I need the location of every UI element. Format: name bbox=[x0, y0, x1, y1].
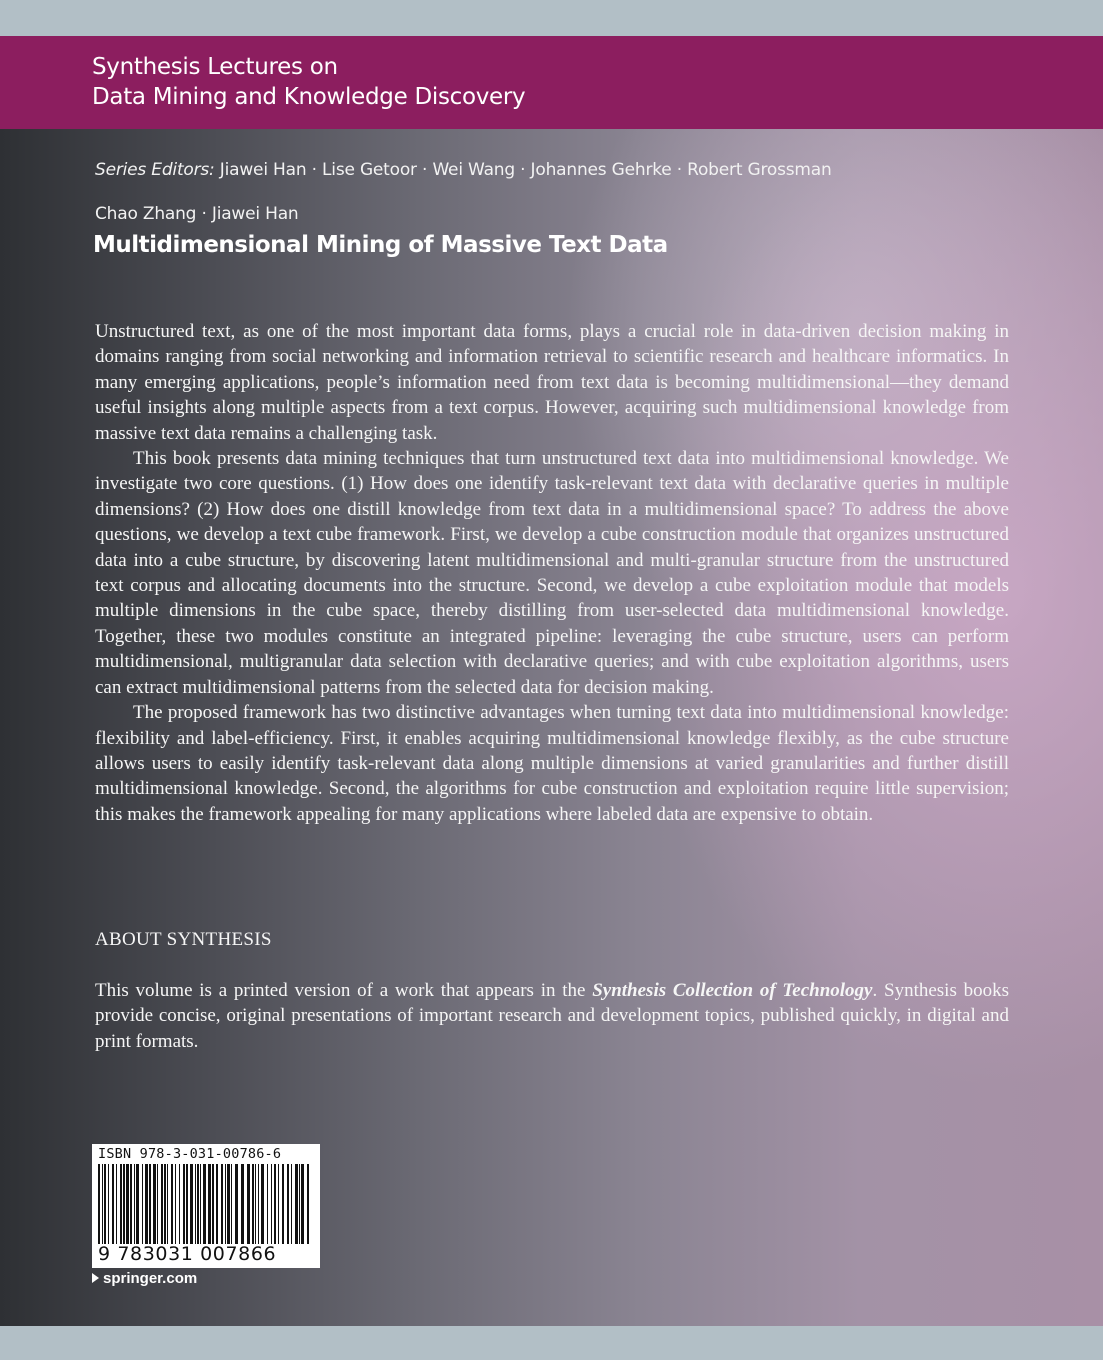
barcode-bar bbox=[231, 1164, 232, 1244]
barcode-bar bbox=[287, 1164, 289, 1244]
series-title-line1: Synthesis Lectures on bbox=[92, 54, 338, 80]
barcode-bar bbox=[225, 1164, 226, 1244]
barcode-bar bbox=[301, 1164, 304, 1244]
barcode-bar bbox=[116, 1164, 117, 1244]
barcode-bar bbox=[221, 1164, 223, 1244]
barcode-bars bbox=[98, 1164, 314, 1244]
barcode-bar bbox=[247, 1164, 250, 1244]
abstract-paragraph-2: This book presents data mining techniques that turn unstructured text data into multidimensional knowledge. We investigate two core questions. (1) How does one identify task-relevant text data with declarative queries in multiple dimensions? (2) How does one distill knowledge from text data in a multidimensional space? To address the above questions, we develop a text cube framework. First, we develop a cube construction module that organizes unstructured data into a cube structure, by discovering latent multidimensional and multi-granular structure from the unstructured text corpus and allocating documents into the structure. Second, we develop a cube exploitation module that models multiple dimensions in the cube space, thereby distilling from user-selected data multidimensional knowledge. Together, these two modules constitute an integrated pipeline: leveraging the cube structure, users can perform multidimensional, multigranular data selection with declarative queries; and with cube exploitation algorithms, users can extract multidimensional patterns from the selected data for decision making. bbox=[95, 448, 1009, 698]
series-editors bbox=[95, 160, 832, 180]
about-text-after: . Synthesis books provide concise, original presentations of important research and development topics, published quickly, in digital and print formats. bbox=[95, 980, 1009, 1052]
barcode-bar bbox=[282, 1164, 284, 1244]
barcode-bar bbox=[295, 1164, 298, 1244]
about-heading: ABOUT SYNTHESIS bbox=[95, 929, 272, 950]
series-title-line2: Data Mining and Knowledge Discovery bbox=[92, 84, 526, 110]
barcode-bar bbox=[175, 1164, 176, 1244]
barcode-bar bbox=[98, 1164, 100, 1244]
barcode-bar bbox=[235, 1164, 238, 1244]
barcode-bar bbox=[190, 1164, 193, 1244]
barcode-bar bbox=[104, 1164, 106, 1244]
book-abstract bbox=[95, 319, 1009, 827]
series-editors-label: Series Editors: bbox=[95, 160, 215, 180]
barcode-bar bbox=[153, 1164, 156, 1244]
barcode-bar bbox=[227, 1164, 230, 1244]
barcode-bar bbox=[123, 1164, 125, 1244]
about-text bbox=[95, 978, 1009, 1054]
barcode-bar bbox=[149, 1164, 151, 1244]
barcode-bar bbox=[195, 1164, 196, 1244]
barcode-bar bbox=[102, 1164, 103, 1244]
barcode-bar bbox=[216, 1164, 218, 1244]
barcode-bar bbox=[203, 1164, 206, 1244]
barcode-bar bbox=[261, 1164, 264, 1244]
barcode-bar bbox=[179, 1164, 180, 1244]
barcode-number: 9 783031 007866 bbox=[98, 1243, 277, 1265]
barcode-bar bbox=[241, 1164, 244, 1244]
about-paragraph bbox=[95, 978, 1009, 1054]
barcode-bar bbox=[108, 1164, 109, 1244]
barcode-bar bbox=[267, 1164, 268, 1244]
barcode-bar bbox=[271, 1164, 272, 1244]
about-text-before: This volume is a printed version of a work that appears in the bbox=[95, 980, 593, 1001]
barcode-bar bbox=[183, 1164, 185, 1244]
isbn-label: ISBN 978-3-031-00786-6 bbox=[98, 1146, 282, 1162]
barcode-bar bbox=[208, 1164, 211, 1244]
barcode-bar bbox=[197, 1164, 199, 1244]
book-authors: Chao Zhang · Jiawei Han bbox=[95, 204, 299, 224]
barcode-bar bbox=[157, 1164, 158, 1244]
barcode-bar bbox=[200, 1164, 201, 1244]
publisher-url: springer.com bbox=[103, 1270, 198, 1287]
barcode-bar bbox=[130, 1164, 132, 1244]
series-band bbox=[0, 36, 1103, 129]
barcode-bar bbox=[136, 1164, 139, 1244]
barcode-bar bbox=[186, 1164, 188, 1244]
book-title: Multidimensional Mining of Massive Text Data bbox=[93, 232, 668, 258]
series-title bbox=[92, 52, 525, 112]
barcode-bar bbox=[126, 1164, 129, 1244]
about-collection-name: Synthesis Collection of Technology bbox=[592, 980, 873, 1001]
barcode-bar bbox=[161, 1164, 163, 1244]
barcode-bar bbox=[278, 1164, 279, 1244]
barcode-bar bbox=[291, 1164, 292, 1244]
barcode-bar bbox=[212, 1164, 214, 1244]
barcode-bar bbox=[171, 1164, 173, 1244]
back-cover bbox=[0, 36, 1103, 1326]
series-editors-names: Jiawei Han · Lise Getoor · Wei Wang · Johannes Gehrke · Robert Grossman bbox=[219, 160, 832, 180]
publisher-link[interactable] bbox=[92, 1270, 197, 1287]
barcode-bar bbox=[142, 1164, 143, 1244]
barcode-bar bbox=[299, 1164, 300, 1244]
barcode-bar bbox=[167, 1164, 168, 1244]
arrow-right-icon bbox=[92, 1273, 99, 1283]
barcode-bar bbox=[134, 1164, 135, 1244]
barcode-bar bbox=[307, 1164, 309, 1244]
barcode-bar bbox=[112, 1164, 114, 1244]
isbn-barcode bbox=[92, 1144, 320, 1268]
barcode-bar bbox=[274, 1164, 276, 1244]
abstract-paragraph-1: Unstructured text, as one of the most important data forms, plays a crucial role in data-driven decision making in domains ranging from social networking and information retrieval to scientific research and healthcare informatics. In many emerging applications, people’s information need from text data is becoming multidimensional—they demand useful insights along multiple aspects from a text corpus. However, acquiring such multidimensional knowledge from massive text data remains a challenging task. bbox=[95, 321, 1009, 444]
barcode-bar bbox=[164, 1164, 166, 1244]
barcode-bar bbox=[252, 1164, 254, 1244]
barcode-bar bbox=[145, 1164, 148, 1244]
barcode-bar bbox=[258, 1164, 259, 1244]
abstract-paragraph-3: The proposed framework has two distinctive advantages when turning text data into multidimensional knowledge: flexibility and label-efficiency. First, it enables acquiring multidimensional knowledge flexibly, as the cube structure allows users to easily identify task-relevant data along multiple dimensions at varied granularities and further distill multidimensional knowledge. Second, the algorithms for cube construction and exploitation require little supervision; this makes the framework appealing for many applications where labeled data are expensive to obtain. bbox=[95, 702, 1009, 825]
barcode-bar bbox=[120, 1164, 122, 1244]
barcode-bar bbox=[255, 1164, 256, 1244]
